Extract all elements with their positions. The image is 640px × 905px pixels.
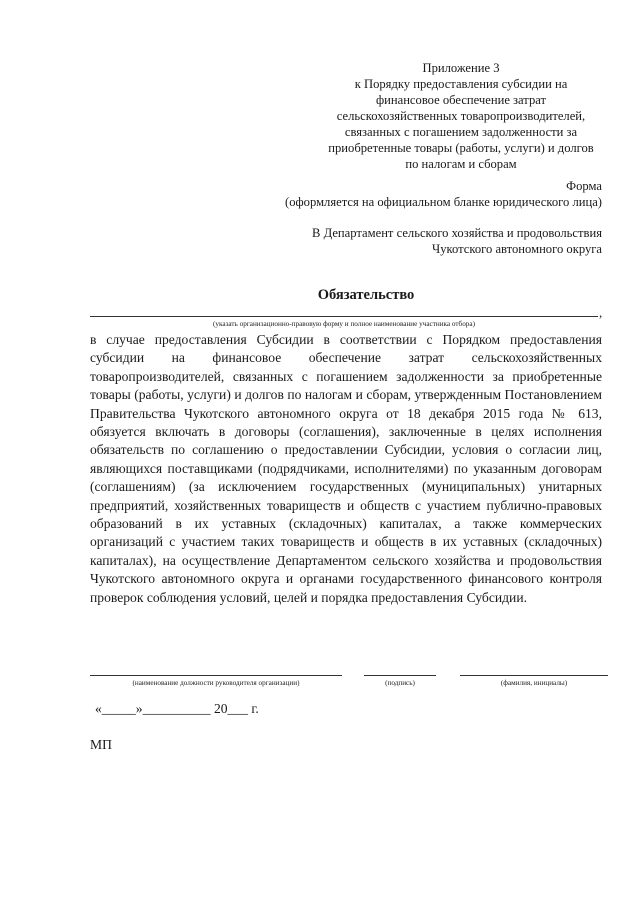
form-label: Форма xyxy=(566,179,602,193)
signature-caption: (подпись) xyxy=(385,679,415,687)
addressee-line: В Департамент сельского хозяйства и продовольствия xyxy=(312,226,602,240)
appendix-line: по налогам и сборам xyxy=(405,157,517,171)
name-caption: (фамилия, инициалы) xyxy=(500,679,568,687)
participant-line-comma: , xyxy=(599,305,603,320)
appendix-line: сельскохозяйственных товаропроизводителей, xyxy=(336,109,586,123)
seal-mark: МП xyxy=(90,737,112,752)
appendix-line: Приложение 3 xyxy=(422,61,500,75)
participant-name-line xyxy=(90,316,598,317)
appendix-heading xyxy=(318,60,604,172)
appendix-line: к Порядку предоставления субсидии на xyxy=(354,77,568,91)
name-signature-line xyxy=(460,675,608,676)
form-note: (оформляется на официальном бланке юридического лица) xyxy=(285,195,602,209)
position-caption: (наименование должности руководителя организации) xyxy=(132,679,300,687)
addressee-block xyxy=(312,225,602,257)
position-signature-line xyxy=(90,675,342,676)
signature-line xyxy=(364,675,436,676)
document-title: Обязательство xyxy=(317,287,415,303)
participant-caption: (указать организационно-правовую форму и полное наименование участника отбора) xyxy=(213,320,475,328)
appendix-line: приобретенные товары (работы, услуги) и долгов xyxy=(328,141,594,155)
body-paragraph: в случае предоставления Субсидии в соответствии с Порядком предоставления субсидии на финансовое обеспечение затрат сельскохозяйственных товаропроизводителей, связанных с погашением задолженности за приобретенные товары (работы, услуги) и долгов по налогам и сборам, утвержденным Постановлением Правительства Чукотского автономного округа от 18 декабря 2015 года № 613, обязуется включать в договоры (соглашения), заключенные в целях исполнения обязательств по соглашению о предоставлении Субсидии, условия о согласии лиц, являющихся поставщиками (подрядчиками, исполнителями) по указанным договорам (соглашениям) (за исключением государственных (муниципальных) унитарных предприятий, хозяйственных товариществ и обществ с участием публично-правовых образований в их уставных (складочных) капиталах, а также коммерческих организаций с участием таких товариществ и обществ в их уставных (складочных) капиталах), на осуществление Департаментом сельского хозяйства и продовольствия Чукотского автономного округа и органами государственного финансового контроля проверок соблюдения условий, целей и порядка предоставления Субсидии. xyxy=(90,332,602,605)
date-line: «_____»__________ 20___ г. xyxy=(95,701,259,716)
addressee-line: Чукотского автономного округа xyxy=(432,242,602,256)
appendix-line: финансовое обеспечение затрат xyxy=(375,93,547,107)
appendix-line: связанных с погашением задолженности за xyxy=(344,125,578,139)
